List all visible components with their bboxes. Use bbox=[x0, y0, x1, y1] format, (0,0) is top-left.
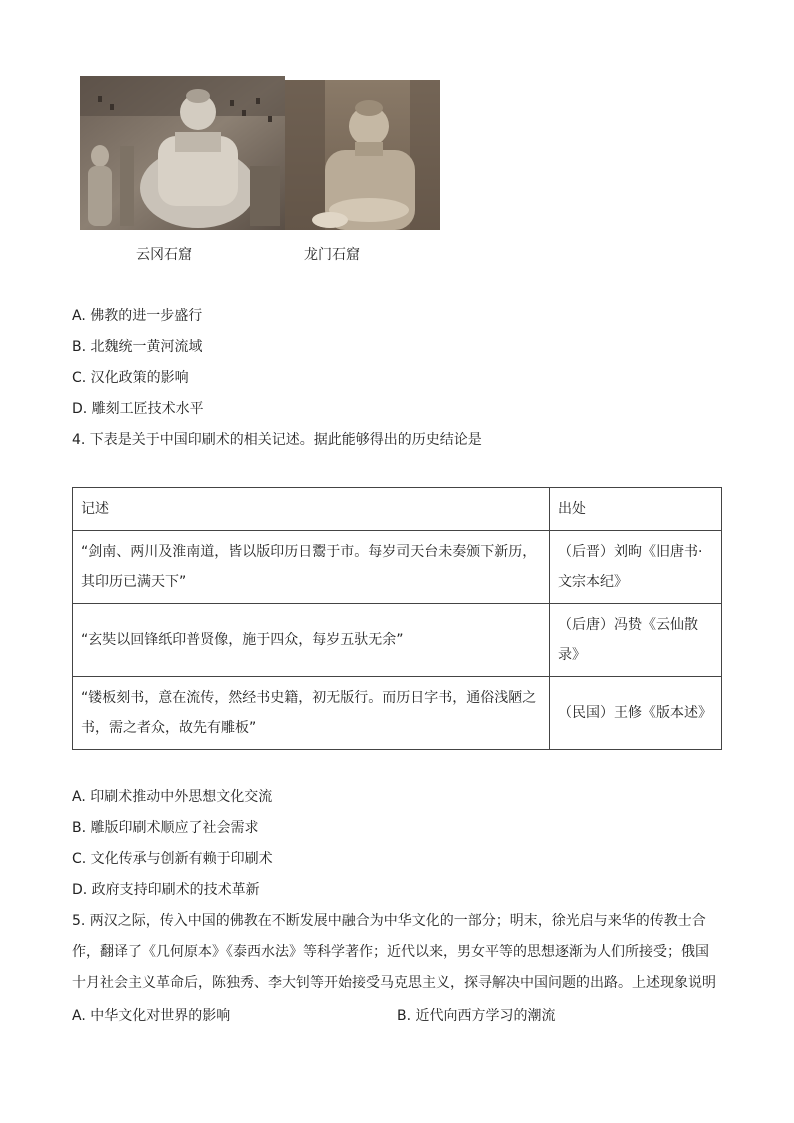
table-cell-source: （后晋）刘昫《旧唐书·文宗本纪》 bbox=[550, 531, 722, 604]
q4-stem: 4. 下表是关于中国印刷术的相关记述。据此能够得出的历史结论是 bbox=[72, 432, 482, 448]
printing-sources-table bbox=[72, 487, 722, 750]
table-cell-quote: “镂板刻书，意在流传，然经书史籍，初无版行。而历日字书，通俗浅陋之书，需之者众，故先有雕板” bbox=[73, 677, 550, 750]
yungang-photo bbox=[80, 76, 285, 230]
q5-stem: 5. 两汉之际，传入中国的佛教在不断发展中融合为中华文化的一部分；明末，徐光启与来华的传教士合作，翻译了《几何原本》《泰西水法》等科学著作；近代以来，男女平等的思想逐渐为人们所接受；俄国十月社会主义革命后，陈独秀、李大钊等开始接受马克思主义，探寻解决中国问题的出路。上述现象说明 bbox=[72, 913, 716, 991]
table-cell-source: （民国）王修《版本述》 bbox=[550, 677, 722, 750]
buddha-statue-photo-icon bbox=[285, 80, 440, 230]
figure-caption-longmen: 龙门石窟 bbox=[304, 247, 360, 263]
q4-option-a: A. 印刷术推动中外思想文化交流 bbox=[72, 789, 273, 805]
table-row bbox=[73, 677, 722, 750]
q3-option-b: B. 北魏统一黄河流域 bbox=[72, 339, 203, 355]
q5-option-a: A. 中华文化对世界的影响 bbox=[72, 1008, 231, 1024]
q3-option-a: A. 佛教的进一步盛行 bbox=[72, 308, 203, 324]
q5-option-b: B. 近代向西方学习的潮流 bbox=[397, 1008, 556, 1024]
q4-option-c: C. 文化传承与创新有赖于印刷术 bbox=[72, 851, 273, 867]
table-header-cell: 出处 bbox=[550, 488, 722, 531]
table-row bbox=[73, 604, 722, 677]
q4-option-b: B. 雕版印刷术顺应了社会需求 bbox=[72, 820, 259, 836]
q3-option-c: C. 汉化政策的影响 bbox=[72, 370, 189, 386]
q5-options bbox=[72, 1006, 722, 1026]
longmen-photo bbox=[285, 80, 440, 230]
table-cell-source: （后唐）冯贽《云仙散录》 bbox=[550, 604, 722, 677]
table-header-row bbox=[73, 488, 722, 531]
table-header-cell: 记述 bbox=[73, 488, 550, 531]
table-cell-quote: “剑南、两川及淮南道，皆以版印历日鬻于市。每岁司天台未奏颁下新历，其印历已满天下” bbox=[73, 531, 550, 604]
table-row bbox=[73, 531, 722, 604]
table-cell-quote: “玄奘以回锋纸印普贤像，施于四众，每岁五驮无余” bbox=[73, 604, 550, 677]
buddha-statue-photo-icon bbox=[80, 76, 285, 230]
q4-option-d: D. 政府支持印刷术的技术革新 bbox=[72, 882, 260, 898]
q3-option-d: D. 雕刻工匠技术水平 bbox=[72, 401, 204, 417]
figure-caption-yungang: 云冈石窟 bbox=[136, 247, 192, 263]
